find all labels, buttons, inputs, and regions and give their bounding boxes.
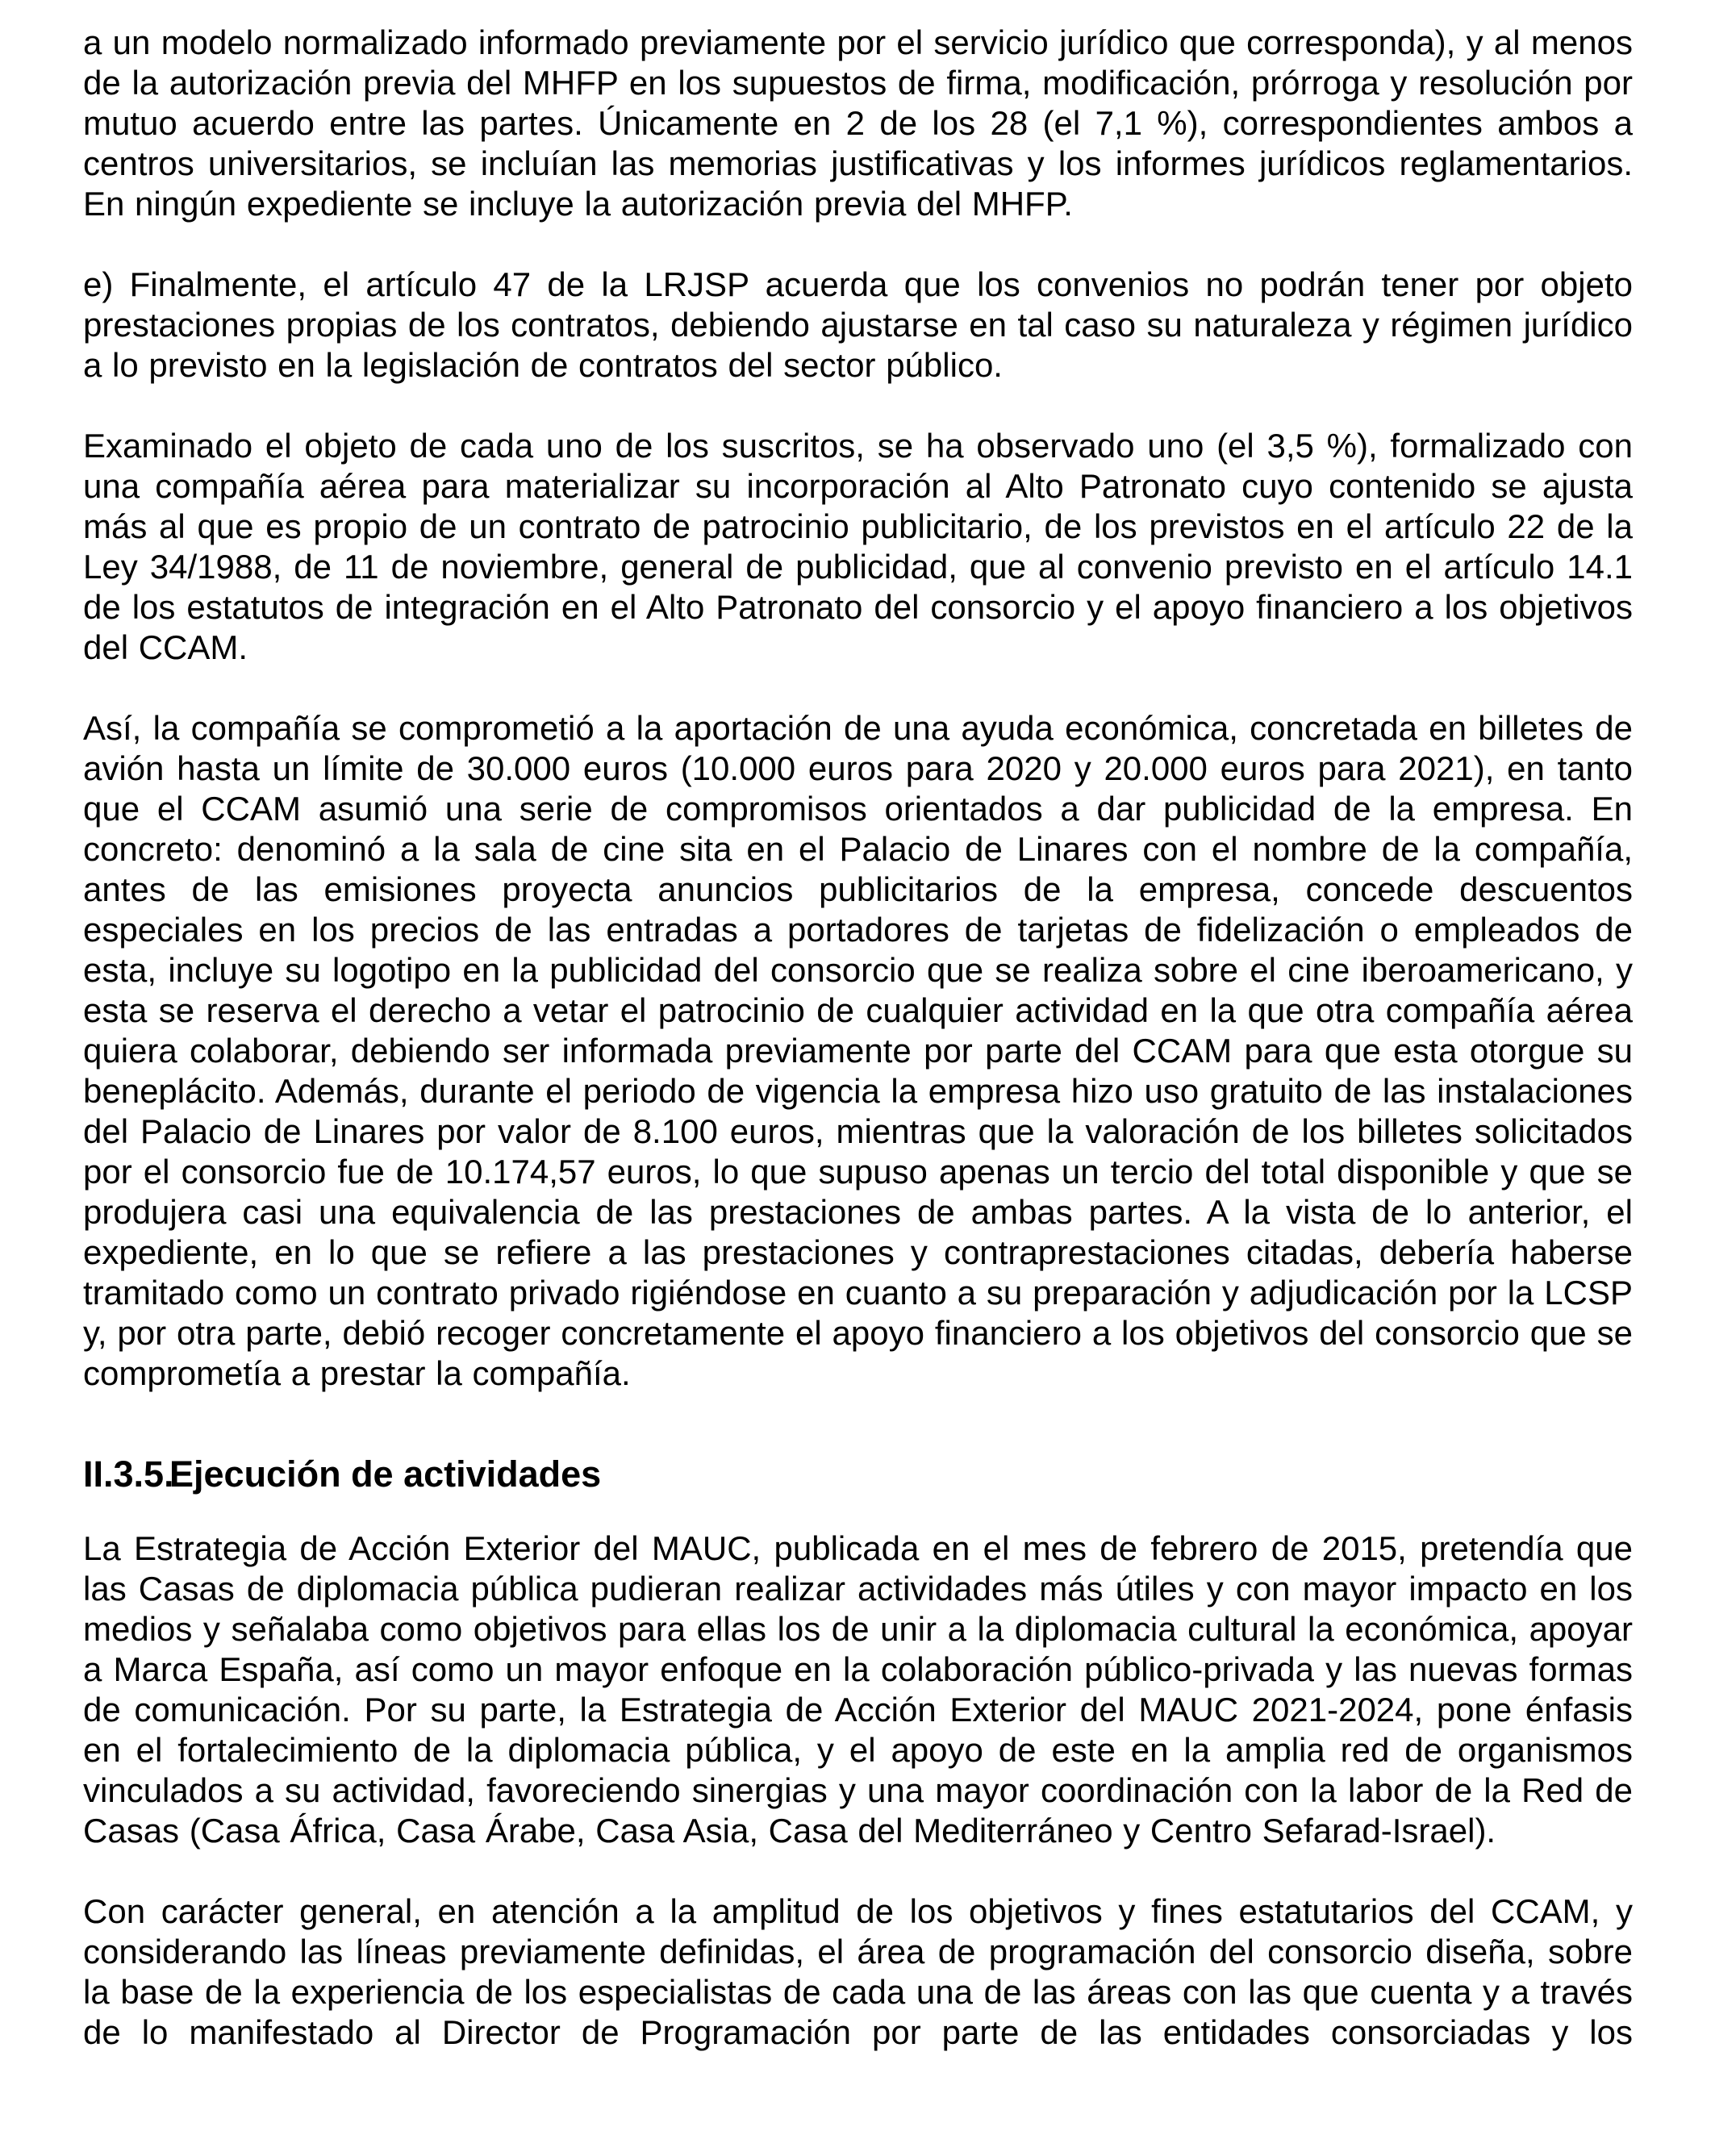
- body-paragraph-2: e) Finalmente, el artículo 47 de la LRJSP acuerda que los convenios no podrán tener por objeto prestaciones propias de los contratos, debiendo ajustarse en tal caso su naturaleza y régimen jurídico a lo previsto en la legislación de contratos del sector público.: [83, 265, 1633, 384]
- body-paragraph-3: Examinado el objeto de cada uno de los suscritos, se ha observado uno (el 3,5 %), formalizado con una compañía aérea para materializar su incorporación al Alto Patronato cuyo contenido se ajusta más al que es propio de un contrato de patrocinio publicitario, de los previstos en el artículo 22 de la Ley 34/1988, de 11 de noviembre, general de publicidad, que al convenio previsto en el artículo 14.1 de los estatutos de integración en el Alto Patronato del consorcio y el apoyo financiero a los objetivos del CCAM.: [83, 427, 1633, 666]
- body-paragraph-4: Así, la compañía se comprometió a la aportación de una ayuda económica, concretada en billetes de avión hasta un límite de 30.000 euros (10.000 euros para 2020 y 20.000 euros para 2021), en tanto que el CCAM asumió una serie de compromisos orientados a dar publicidad de la empresa. En concreto: denominó a la sala de cine sita en el Palacio de Linares con el nombre de la compañía, antes de las emisiones proyecta anuncios publicitarios de la empresa, concede descuentos especiales en los precios de las entradas a portadores de tarjetas de fidelización o empleados de esta, incluye su logotipo en la publicidad del consorcio que se realiza sobre el cine iberoamericano, y esta se reserva el derecho a vetar el patrocinio de cualquier actividad en la que otra compañía aérea quiera colaborar, debiendo ser informada previamente por parte del CCAM para que esta otorgue su beneplácito. Además, durante el periodo de vigencia la empresa hizo uso gratuito de las instalaciones del Palacio de Linares por valor de 8.100 euros, mientras que la valoración de los billetes solicitados por el consorcio fue de 10.174,57 euros, lo que supuso apenas un tercio del total disponible y que se produjera casi una equivalencia de las prestaciones de ambas partes. A la vista de lo anterior, el expediente, en lo que se refiere a las prestaciones y contraprestaciones citadas, debería haberse tramitado como un contrato privado rigiéndose en cuanto a su preparación y adjudicación por la LCSP y, por otra parte, debió recoger concretamente el apoyo financiero a los objetivos del consorcio que se comprometía a prestar la compañía.: [83, 709, 1633, 1392]
- section-heading-title: Ejecución de actividades: [169, 1453, 602, 1495]
- section-heading-number: II.3.5.: [83, 1453, 174, 1495]
- body-paragraph-5: La Estrategia de Acción Exterior del MAUC, publicada en el mes de febrero de 2015, pretendía que las Casas de diplomacia pública pudieran realizar actividades más útiles y con mayor impacto en los medios y señalaba como objetivos para ellas los de unir a la diplomacia cultural la económica, apoyar a Marca España, así como un mayor enfoque en la colaboración público-privada y las nuevas formas de comunicación. Por su parte, la Estrategia de Acción Exterior del MAUC 2021-2024, pone énfasis en el fortalecimiento de la diplomacia pública, y el apoyo de este en la amplia red de organismos vinculados a su actividad, favoreciendo sinergias y una mayor coordinación con la labor de la Red de Casas (Casa África, Casa Árabe, Casa Asia, Casa del Mediterráneo y Centro Sefarad-Israel).: [83, 1529, 1633, 1849]
- body-paragraph-6: Con carácter general, en atención a la amplitud de los objetivos y fines estatutarios del CCAM, y considerando las líneas previamente definidas, el área de programación del consorcio diseña, sobre la base de la experiencia de los especialistas de cada una de las áreas con las que cuenta y a través de lo manifestado al Director de Programación por parte de las entidades consorciadas y los: [83, 1892, 1633, 2051]
- body-paragraph-1: a un modelo normalizado informado previamente por el servicio jurídico que corresponda), y al menos de la autorización previa del MHFP en los supuestos de firma, modificación, prórroga y resolución por mutuo acuerdo entre las partes. Únicamente en 2 de los 28 (el 7,1 %), correspondientes ambos a centros universitarios, se incluían las memorias justificativas y los informes jurídicos reglamentarios. En ningún expediente se incluye la autorización previa del MHFP.: [83, 23, 1633, 223]
- section-heading: [83, 1452, 1633, 1496]
